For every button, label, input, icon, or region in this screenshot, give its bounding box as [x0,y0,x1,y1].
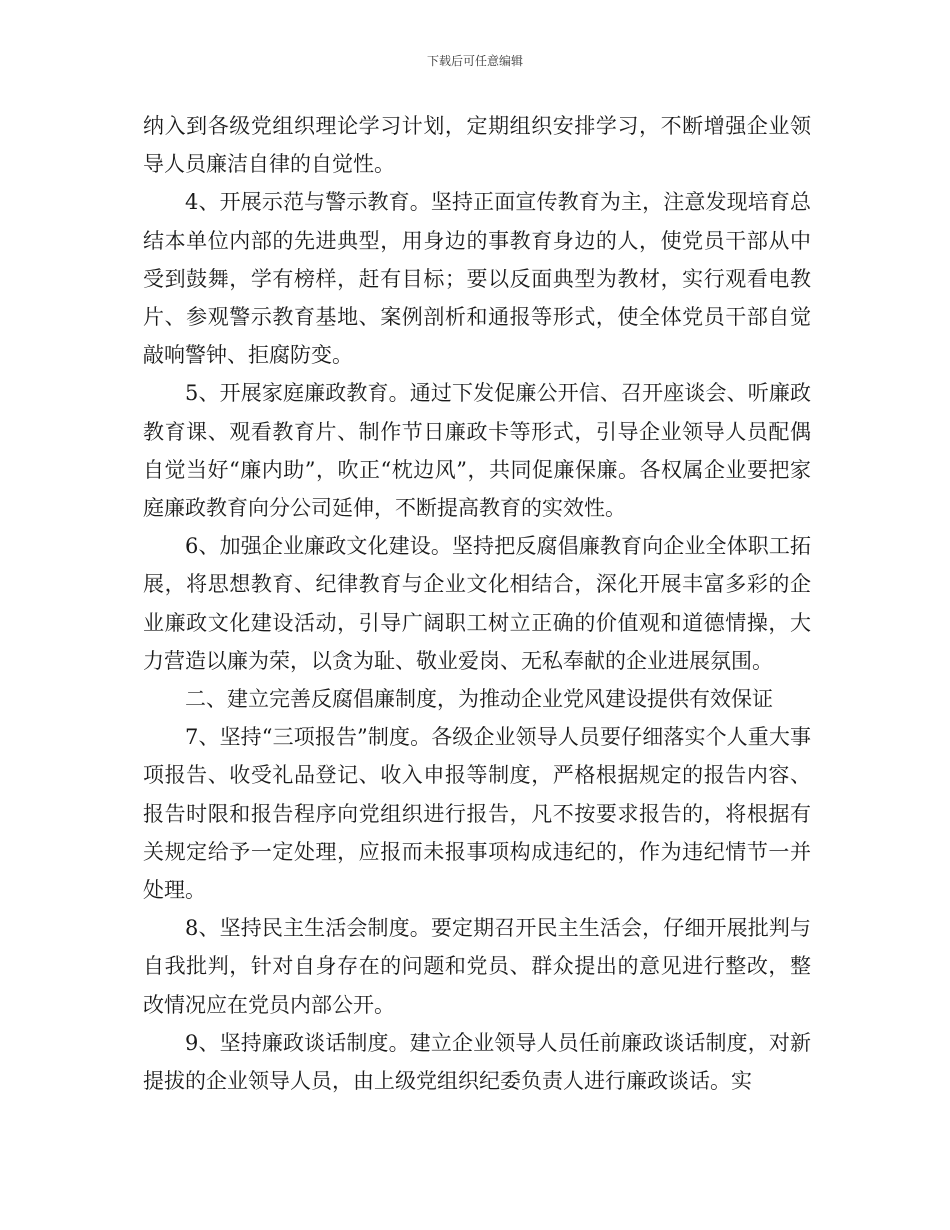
page-header: 下载后可任意编辑 [426,54,523,68]
paragraph-continuation: 纳入到各级党组织理论学习计划，定期组织安排学习，不断增强企业领导人员廉洁自律的自觉性。 [143,114,811,177]
document-body [143,107,811,1100]
paragraph-item-6: 6、加强企业廉政文化建设。坚持把反腐倡廉教育向企业全体职工拓展，将思想教育、纪律教育与企业文化相结合，深化开展丰富多彩的企业廉政文化建设活动，引导广阔职工树立正确的价值观和道德情操，大力营造以廉为荣，以贪为耻、敬业爱岗、无私奉献的企业进展氛围。 [143,534,811,673]
section-heading-2: 二、建立完善反腐倡廉制度，为推动企业党风建设提供有效保证 [185,687,773,712]
paragraph-item-5: 5、开展家庭廉政教育。通过下发促廉公开信、召开座谈会、听廉政教育课、观看教育片、制作节日廉政卡等形式，引导企业领导人员配偶自觉当好“廉内助”，吹正“枕边风”，共同促廉保廉。各权属企业要把家庭廉政教育向分公司延伸，不断提高教育的实效性。 [143,381,811,521]
paragraph-item-7: 7、坚持“三项报告”制度。各级企业领导人员要仔细落实个人重大事项报告、收受礼品登记、收入申报等制度，严格根据规定的报告内容、报告时限和报告程序向党组织进行报告，凡不按要求报告的，将根据有关规定给予一定处理，应报而未报事项构成违纪的，作为违纪情节一并处理。 [143,725,811,903]
paragraph-item-9: 9、坚持廉政谈话制度。建立企业领导人员任前廉政谈话制度，对新提拔的企业领导人员，由上级党组织纪委负责人进行廉政谈话。实 [143,1030,811,1094]
paragraph-item-8: 8、坚持民主生活会制度。要定期召开民主生活会，仔细开展批判与自我批判，针对自身存在的问题和党员、群众提出的意见进行整改，整改情况应在党员内部公开。 [143,916,811,1017]
paragraph-item-4: 4、开展示范与警示教育。坚持正面宣传教育为主，注意发现培育总结本单位内部的先进典型，用身边的事教育身边的人，使党员干部从中受到鼓舞，学有榜样，赶有目标；要以反面典型为教材，实行观看电教片、参观警示教育基地、案例剖析和通报等形式，使全体党员干部自觉敲响警钟、拒腐防变。 [143,190,811,368]
